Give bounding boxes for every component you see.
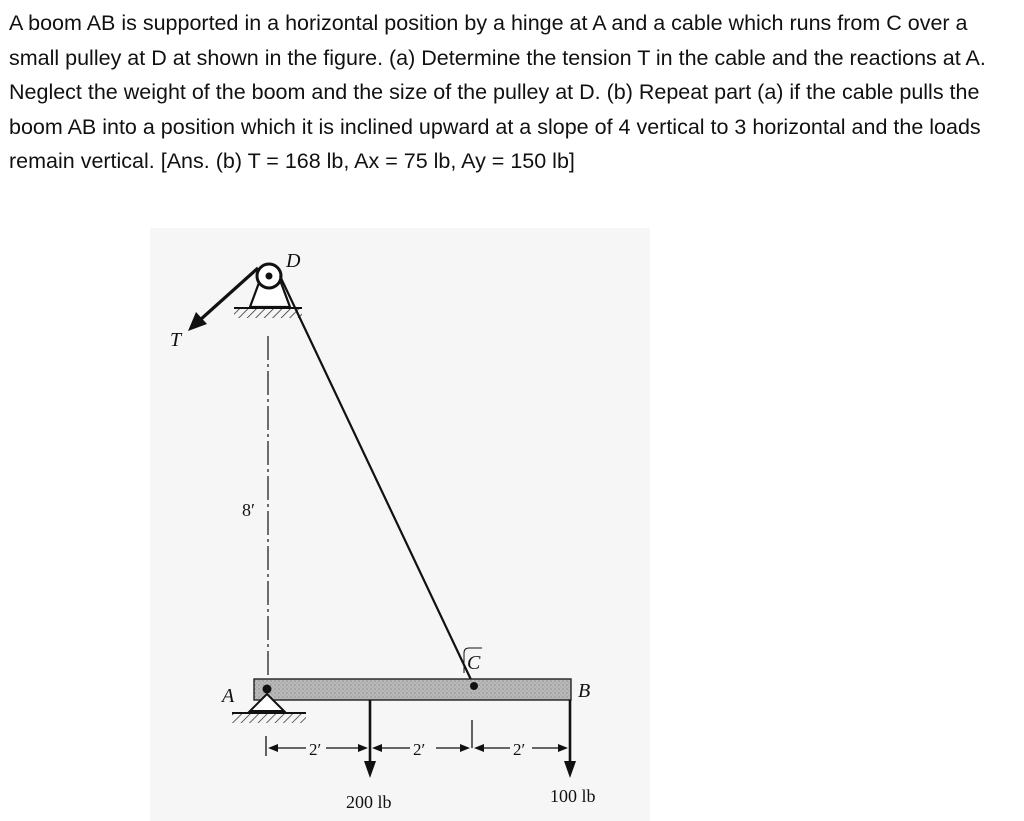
label-c: C: [467, 652, 481, 674]
dim-8-label: 8′: [242, 500, 255, 520]
label-t: T: [170, 329, 182, 351]
dim-seg-3: 2′: [513, 740, 526, 759]
tension-arrow: [188, 268, 258, 331]
label-a: A: [222, 685, 235, 707]
load-100-label: 100 lb: [550, 786, 596, 806]
load-100-arrow: [564, 700, 576, 778]
dim-seg-2: 2′: [413, 740, 426, 759]
load-200-label: 200 lb: [346, 792, 392, 812]
load-200-arrow: [364, 700, 376, 778]
cable: [280, 276, 474, 686]
point-c: [470, 682, 478, 690]
label-d: D: [286, 250, 301, 272]
hinge-pin-a: [263, 685, 272, 694]
label-b: B: [578, 680, 591, 702]
dim-seg-1: 2′: [309, 740, 322, 759]
boom-ab: [254, 679, 571, 700]
boom-figure: [150, 228, 650, 821]
ceiling-support: [234, 308, 302, 318]
problem-statement: A boom AB is supported in a horizontal position by a hinge at A and a cable which runs from C over a small pulley at D at shown in the figure. (a) Determine the tension T in the cable and the reactions at A. Neglect the weight of the boom and the size of the pulley at D. (b) Repeat part (a) if the cable pulls the boom AB into a position which it is inclined upward at a slope of 4 vertical to 3 horizontal and the loads remain vertical. [Ans. (b) T = 168 lb, Ax = 75 lb, Ay = 150 lb]: [9, 11, 986, 173]
